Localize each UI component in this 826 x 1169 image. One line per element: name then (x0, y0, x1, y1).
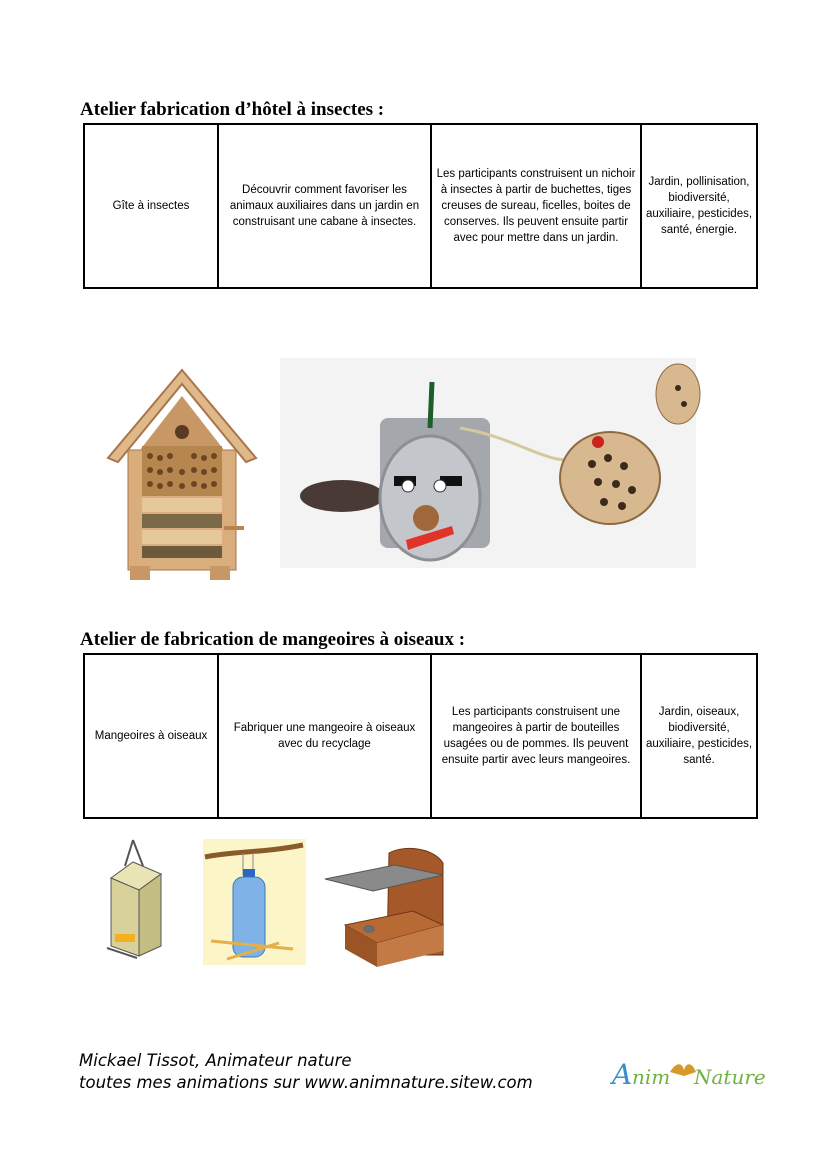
bottle-feeder-image (203, 839, 306, 965)
animnature-logo (612, 1054, 766, 1094)
table-row (84, 654, 757, 818)
workshop-name: Mangeoires à oiseaux (84, 654, 218, 818)
wooden-feeder-image (323, 845, 447, 969)
workshop-objective: Découvrir comment favoriser les animaux auxiliaires dans un jardin en construisant une cabane à insectes. (218, 124, 431, 288)
insect-hotel-table (83, 123, 758, 289)
table-row (84, 124, 757, 288)
workshop-themes: Jardin, pollinisation, biodiversité, auxiliaire, pesticides, santé, énergie. (641, 124, 757, 288)
workshop-themes: Jardin, oiseaux, biodiversité, auxiliaire, pesticides, santé. (641, 654, 757, 818)
workshop-name: Gîte à insectes (84, 124, 218, 288)
workshop-description: Les participants construisent un nichoir à insectes à partir de buchettes, tiges creuses de sureau, ficelles, boites de conserves. Ils peuvent ensuite partir avec pour mettre dans un jardin. (431, 124, 641, 288)
workshop-objective: Fabriquer une mangeoire à oiseaux avec du recyclage (218, 654, 431, 818)
footer (79, 1050, 533, 1094)
svg-text:Nature: Nature (694, 1065, 766, 1089)
website-line: toutes mes animations sur www.animnature.sitew.com (79, 1073, 533, 1092)
svg-text:A: A (612, 1058, 633, 1091)
svg-text:nim: nim (632, 1065, 671, 1089)
author-line: Mickael Tissot, Animateur nature (79, 1051, 352, 1070)
workshop-description: Les participants construisent une mangeoires à partir de bouteilles usagées ou de pommes. Ils peuvent ensuite partir avec leurs mangeoires. (431, 654, 641, 818)
section1-title: Atelier fabrication d’hôtel à insectes : (80, 99, 385, 120)
insect-hotel-image (104, 366, 260, 582)
carton-feeder-image (103, 838, 171, 960)
section2-title: Atelier de fabrication de mangeoires à oiseaux : (80, 629, 466, 650)
bird-feeder-table (83, 653, 758, 819)
tin-can-nests-image (280, 358, 696, 568)
